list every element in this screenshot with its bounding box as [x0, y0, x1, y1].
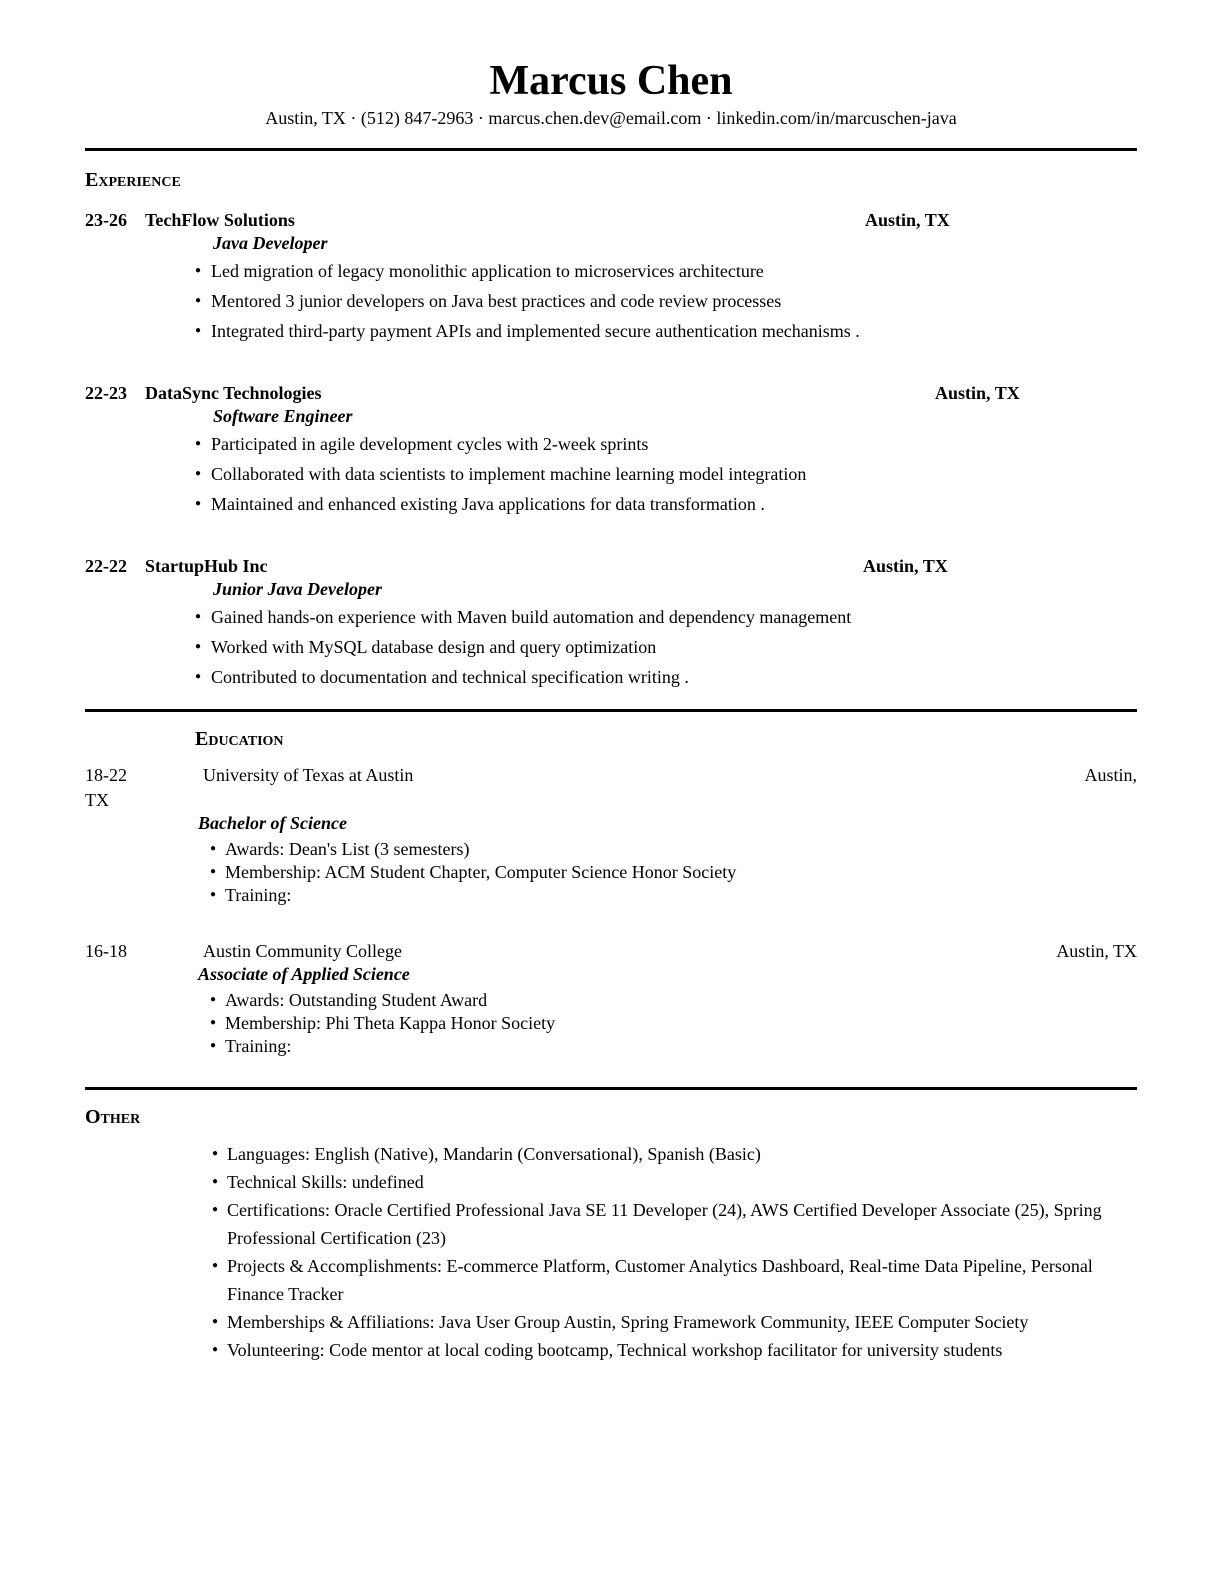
experience-entry-header [85, 209, 1137, 232]
entry-location-overflow: TX [85, 790, 109, 810]
entry-company: TechFlow Solutions [145, 210, 295, 230]
bullet-list [85, 989, 1137, 1058]
education-entry-header [85, 939, 1137, 964]
contact-line: Austin, TX · (512) 847-2963 · marcus.chen.dev@email.com · linkedin.com/in/marcuschen-java [265, 108, 957, 128]
experience-heading: Experience [85, 169, 181, 191]
bullet-item: ● Mentored 3 junior developers on Java best practices and code review processes [195, 291, 1137, 311]
bullet-item: ● Membership: ACM Student Chapter, Computer Science Honor Society [210, 861, 1137, 884]
bullet-item: ● Languages: English (Native), Mandarin (Conversational), Spanish (Basic) [212, 1140, 1137, 1168]
bullet-item: ● Worked with MySQL database design and query optimization [195, 637, 1137, 657]
bullet-item: ● Projects & Accomplishments: E-commerce Platform, Customer Analytics Dashboard, Real-time Data Pipeline, Personal Finance Tracker [212, 1252, 1137, 1308]
degree: Associate of Applied Science [198, 964, 410, 984]
entry-company: StartupHub Inc [145, 556, 268, 576]
bullet-list [85, 838, 1137, 907]
degree: Bachelor of Science [198, 813, 347, 833]
resume-content [85, 0, 1137, 1364]
entry-location: Austin, TX [935, 383, 1020, 403]
experience-entry [85, 209, 1137, 341]
bullet-item: ● Certifications: Oracle Certified Professional Java SE 11 Developer (24), AWS Certified Developer Associate (25), Spring Professional Certification (23) [212, 1196, 1137, 1252]
bullet-item: ● Awards: Outstanding Student Award [210, 989, 1137, 1012]
bullet-item: ● Training: [210, 1035, 1137, 1058]
entry-dates: 22-22 [85, 556, 127, 576]
experience-entry [85, 555, 1137, 687]
entry-location: Austin, TX [865, 210, 950, 230]
education-entry-header [85, 763, 1137, 788]
bullet-item: ● Technical Skills: undefined [212, 1168, 1137, 1196]
education-entry [85, 763, 1137, 907]
section-divider [85, 1087, 1137, 1090]
education-entry [85, 939, 1137, 1058]
entry-job-title: Software Engineer [213, 406, 353, 426]
bullet-item: ● Participated in agile development cycles with 2-week sprints [195, 434, 1137, 454]
entry-dates: 16-18 [85, 941, 127, 961]
bullet-item: ● Integrated third-party payment APIs and implemented secure authentication mechanisms . [195, 321, 1137, 341]
bullet-item: ● Contributed to documentation and technical specification writing . [195, 667, 1137, 687]
section-divider [85, 709, 1137, 712]
header-divider [85, 148, 1137, 151]
bullet-item: ● Led migration of legacy monolithic application to microservices architecture [195, 261, 1137, 281]
entry-location: Austin, [1084, 765, 1137, 785]
school-name: University of Texas at Austin [203, 765, 414, 785]
entry-job-title: Java Developer [213, 233, 328, 253]
entry-location: Austin, TX [1056, 941, 1137, 961]
bullet-list [85, 261, 1137, 341]
entry-dates: 23-26 [85, 210, 127, 230]
bullet-item: ● Memberships & Affiliations: Java User Group Austin, Spring Framework Community, IEEE Computer Society [212, 1308, 1137, 1336]
bullet-item: ● Training: [210, 884, 1137, 907]
bullet-list [85, 1140, 1137, 1364]
bullet-item: ● Awards: Dean's List (3 semesters) [210, 838, 1137, 861]
bullet-list [85, 434, 1137, 514]
experience-entry-header [85, 382, 1137, 405]
entry-dates: 18-22 [85, 765, 127, 785]
bullet-item: ● Volunteering: Code mentor at local coding bootcamp, Technical workshop facilitator for university students [212, 1336, 1137, 1364]
school-name: Austin Community College [203, 941, 403, 961]
experience-entry [85, 382, 1137, 514]
bullet-item: ● Maintained and enhanced existing Java applications for data transformation . [195, 494, 1137, 514]
bullet-item: ● Collaborated with data scientists to implement machine learning model integration [195, 464, 1137, 484]
entry-location: Austin, TX [863, 556, 948, 576]
bullet-item: ● Gained hands-on experience with Maven build automation and dependency management [195, 607, 1137, 627]
bullet-list [85, 607, 1137, 687]
education-heading: Education [195, 728, 284, 750]
experience-entry-header [85, 555, 1137, 578]
bullet-item: ● Membership: Phi Theta Kappa Honor Society [210, 1012, 1137, 1035]
entry-dates: 22-23 [85, 383, 127, 403]
person-name: Marcus Chen [489, 58, 733, 104]
other-heading: Other [85, 1106, 141, 1128]
entry-job-title: Junior Java Developer [213, 579, 382, 599]
entry-company: DataSync Technologies [145, 383, 322, 403]
